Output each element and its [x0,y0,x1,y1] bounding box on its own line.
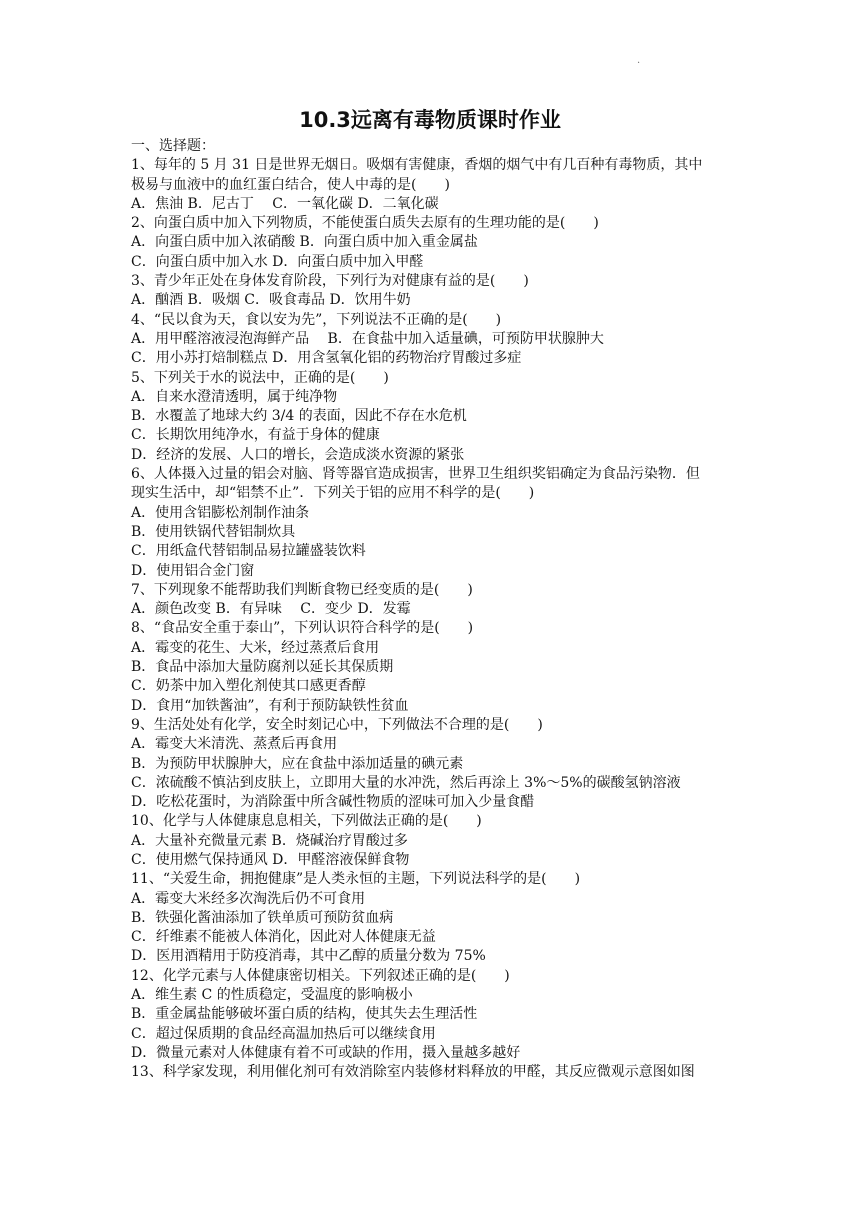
text-line: C．超过保质期的食品经高温加热后可以继续食用 [131,1025,436,1042]
text-line: A．酗酒 B．吸烟 C．吸食毒品 D．饮用牛奶 [131,292,411,309]
text-line: A．焦油 B．尼古丁 C．一氧化碳 D．二氧化碳 [131,195,439,212]
text-line: 现实生活中，却“铝禁不止”．下列关于铝的应用不科学的是( ) [131,485,535,502]
text-line: 1、每年的 5 月 31 日是世界无烟日。吸烟有害健康，香烟的烟气中有几百种有毒物质，其中 [131,157,703,174]
text-line: D．医用酒精用于防疫消毒，其中乙醇的质量分数为 75% [131,948,486,965]
text-line: C．用小苏打焙制糕点 D．用含氢氧化铝的药物治疗胃酸过多症 [131,350,522,367]
text-line: 2、向蛋白质中加入下列物质，不能使蛋白质失去原有的生理功能的是( ) [131,215,599,232]
text-line: 4、“民以食为天，食以安为先”，下列说法不正确的是( ) [131,311,502,328]
text-line: 5、下列关于水的说法中，正确的是( ) [131,369,389,386]
text-line: C．浓硫酸不慎沾到皮肤上，立即用大量的水冲洗，然后再涂上 3%～5%的碳酸氢钠溶液 [131,774,681,791]
text-line: C．用纸盒代替铝制品易拉罐盛装饮料 [131,543,366,560]
text-line: C．使用燃气保持通风 D．甲醛溶液保鲜食物 [131,851,410,868]
text-line: A．使用含铝膨松剂制作油条 [131,504,310,521]
text-line: 7、下列现象不能帮助我们判断食物已经变质的是( ) [131,581,473,598]
question-lines [131,156,735,1082]
text-line: B．铁强化酱油添加了铁单质可预防贫血病 [131,909,394,926]
text-line: C．奶茶中加入塑化剂使其口感更香醇 [131,678,366,695]
text-line: B．使用铁锅代替铝制炊具 [131,523,296,540]
text-line: C．向蛋白质中加入水 D．向蛋白质中加入甲醛 [131,253,424,270]
text-line: 8、“食品安全重于泰山”，下列认识符合科学的是( ) [131,620,474,637]
text-line: D．经济的发展、人口的增长，会造成淡水资源的紧张 [131,446,465,463]
text-line: A．向蛋白质中加入浓硝酸 B．向蛋白质中加入重金属盐 [131,234,478,251]
text-line: C．长期饮用纯净水，有益于身体的健康 [131,427,380,444]
text-line: B．重金属盐能够破坏蛋白质的结构，使其失去生理活性 [131,1006,478,1023]
text-line: B．为预防甲状腺肿大，应在食盐中添加适量的碘元素 [131,755,464,772]
text-line: 9、生活处处有化学，安全时刻记心中，下列做法不合理的是( ) [131,716,543,733]
section-heading: 一、选择题： [131,138,215,154]
text-line: D．微量元素对人体健康有着不可或缺的作用，摄入量越多越好 [131,1044,521,1061]
text-line: D．吃松花蛋时，为消除蛋中所含碱性物质的涩味可加入少量食醋 [131,794,535,811]
document-body [131,137,735,1083]
text-line: A．霉变的花生、大米，经过蒸煮后食用 [131,639,380,656]
text-line: A．霉变大米清洗、蒸煮后再食用 [131,736,338,753]
text-line: C．纤维素不能被人体消化，因此对人体健康无益 [131,929,436,946]
text-line: A．霉变大米经多次淘洗后仍不可食用 [131,890,366,907]
text-line: 12、化学元素与人体健康密切相关。下列叙述正确的是( ) [131,967,510,984]
page-title: 10.3远离有毒物质课时作业 [299,108,561,132]
text-line: 13、科学家发现，利用催化剂可有效消除室内装修材料释放的甲醛，其反应微观示意图如图 [131,1064,695,1081]
text-line: A．维生素 C 的性质稳定，受温度的影响极小 [131,987,413,1004]
text-line: D．食用“加铁酱油”，有利于预防缺铁性贫血 [131,697,409,714]
header-mark: · [637,58,641,69]
text-line: B．食品中添加大量防腐剂以延长其保质期 [131,659,394,676]
text-line: A．自来水澄清透明，属于纯净物 [131,388,338,405]
text-line: 极易与血液中的血红蛋白结合，使人中毒的是( ) [131,176,450,193]
text-line: 11、“关爱生命，拥抱健康”是人类永恒的主题，下列说法科学的是( ) [131,871,581,888]
text-line: A．用甲醛溶液浸泡海鲜产品 B．在食盐中加入适量碘，可预防甲状腺肿大 [131,330,604,347]
text-line: A．大量补充微量元素 B．烧碱治疗胃酸过多 [131,832,408,849]
text-line: 6、人体摄入过量的铝会对脑、肾等器官造成损害，世界卫生组织奖铝确定为食品污染物．但 [131,466,700,483]
text-line: A．颜色改变 B．有异味 C．变少 D．发霉 [131,601,411,618]
text-line: 10、化学与人体健康息息相关，下列做法正确的是( ) [131,813,482,830]
text-line: 3、青少年正处在身体发育阶段，下列行为对健康有益的是( ) [131,273,529,290]
text-line: B．水覆盖了地球大约 3/4 的表面，因此不存在水危机 [131,408,467,425]
text-line: D．使用铝合金门窗 [131,562,255,579]
